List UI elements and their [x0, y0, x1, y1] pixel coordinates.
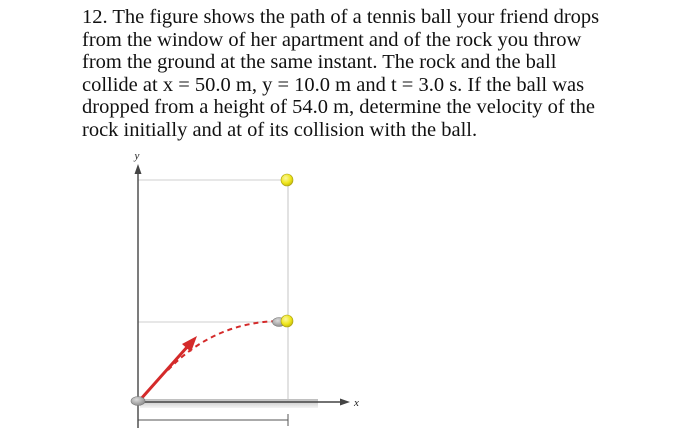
problem-line-1: 12. The figure shows the path of a tennis ball your friend drops [82, 6, 600, 28]
tennis-ball-start [281, 174, 293, 186]
x-axis-arrowhead [340, 399, 350, 406]
y-axis-label: y [134, 150, 140, 162]
problem-line-2: from the window of her apartment and of the rock you throw [82, 28, 582, 51]
problem-line-6: rock initially and at of its collision with the ball. [82, 118, 478, 141]
problem-line-5: dropped from a height of 54.0 m, determine the velocity of the [82, 96, 595, 118]
ground-shadow [140, 399, 318, 408]
problem-line-4: collide at x = 50.0 m, y = 10.0 m and t = 3.0 s. If the ball was [82, 73, 585, 96]
tennis-ball-collision [281, 315, 293, 327]
rock-at-launch [131, 397, 145, 406]
x-axis-label: x [354, 397, 359, 409]
problem-line-3: from the ground at the same instant. The rock and the ball [82, 51, 557, 73]
initial-velocity-arrow [140, 346, 188, 400]
y-axis-arrowhead [135, 164, 142, 174]
